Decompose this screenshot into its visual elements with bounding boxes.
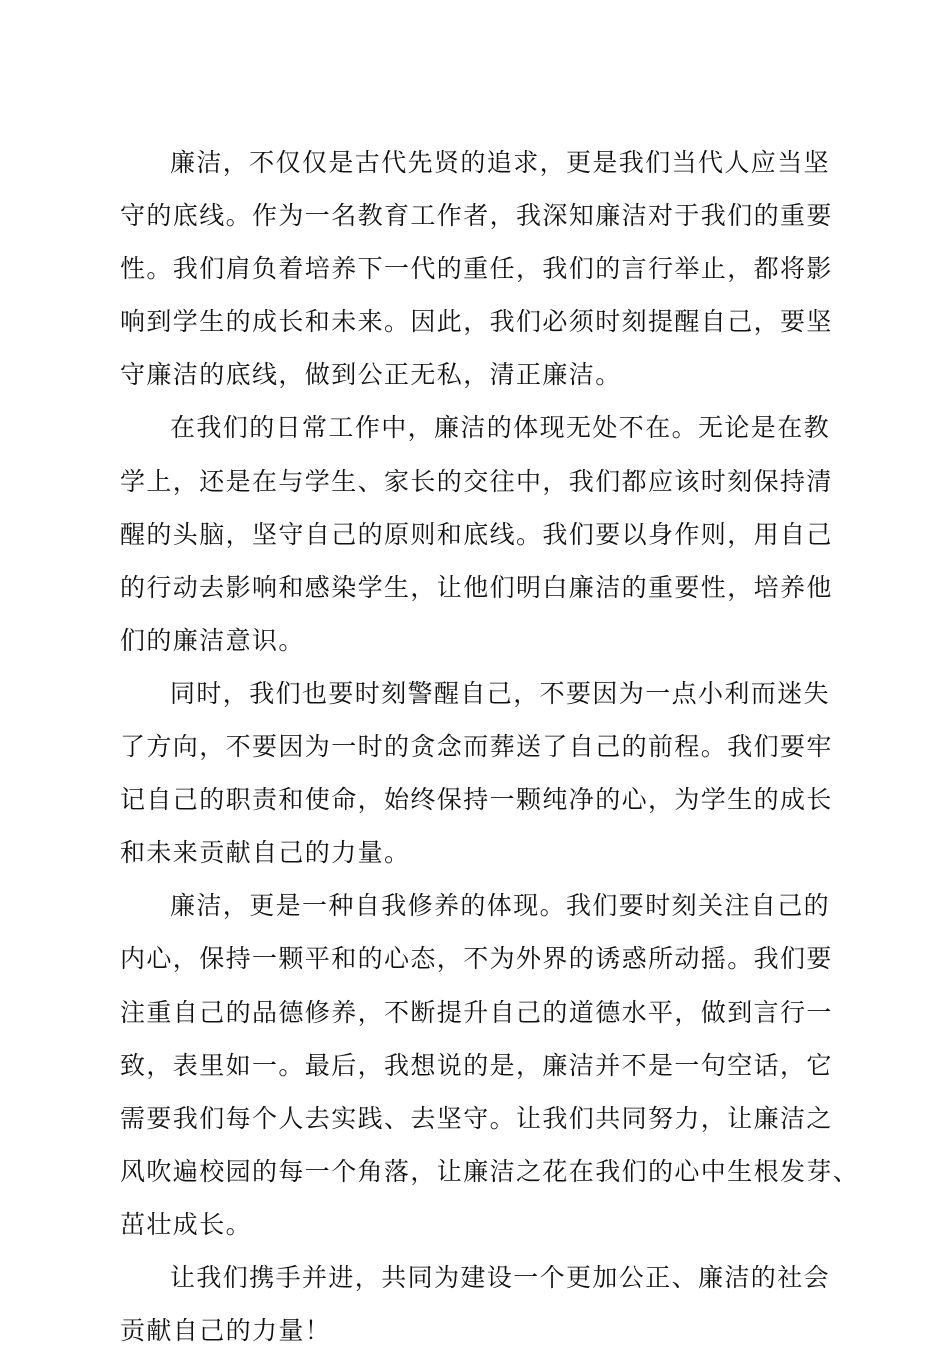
text-line: 内心，保持一颗平和的心态，不为外界的诱惑所动摇。我们要 [120,944,833,974]
text-line: 让我们携手并进，共同为建设一个更加公正、廉洁的社会 [170,1262,831,1292]
paragraph [120,667,832,879]
text-line: 在我们的日常工作中，廉洁的体现无处不在。无论是在教 [170,413,831,443]
text-line: 了方向，不要因为一时的贪念而葬送了自己的前程。我们要牢 [120,732,833,762]
text-line: 廉洁，更是一种自我修养的体现。我们要时刻关注自己的 [170,891,831,921]
text-line: 性。我们肩负着培养下一代的重任，我们的言行举止，都将影 [120,254,833,284]
text-line: 茁壮成长。 [120,1209,253,1239]
text-line: 们的廉洁意识。 [120,625,305,655]
text-line: 的行动去影响和感染学生，让他们明白廉洁的重要性，培养他 [120,572,833,602]
text-line: 和未来贡献自己的力量。 [120,838,411,868]
text-line: 贡献自己的力量！ [120,1316,332,1346]
text-line: 学上，还是在与学生、家长的交往中，我们都应该时刻保持清 [120,466,833,496]
paragraph [120,1251,832,1357]
text-line: 同时，我们也要时刻警醒自己，不要因为一点小利而迷失 [170,678,831,708]
text-line: 守廉洁的底线，做到公正无私，清正廉洁。 [120,360,622,390]
text-line: 风吹遍校园的每一个角落，让廉洁之花在我们的心中生根发芽、 [120,1156,860,1186]
text-line: 需要我们每个人去实践、去坚守。让我们共同努力，让廉洁之 [120,1103,833,1133]
text-line: 注重自己的品德修养，不断提升自己的道德水平，做到言行一 [120,997,833,1027]
text-line: 醒的头脑，坚守自己的原则和底线。我们要以身作则，用自己 [120,519,833,549]
document-body [120,136,860,1357]
text-line: 廉洁，不仅仅是古代先贤的追求，更是我们当代人应当坚 [170,148,831,177]
text-line: 记自己的职责和使命，始终保持一颗纯净的心，为学生的成长 [120,785,833,815]
text-line: 守的底线。作为一名教育工作者，我深知廉洁对于我们的重要 [120,201,833,231]
paragraph [120,136,832,401]
text-line: 致，表里如一。最后，我想说的是，廉洁并不是一句空话，它 [120,1050,833,1080]
paragraph [120,401,832,666]
text-line: 响到学生的成长和未来。因此，我们必须时刻提醒自己，要坚 [120,307,833,337]
paragraph [120,879,860,1251]
